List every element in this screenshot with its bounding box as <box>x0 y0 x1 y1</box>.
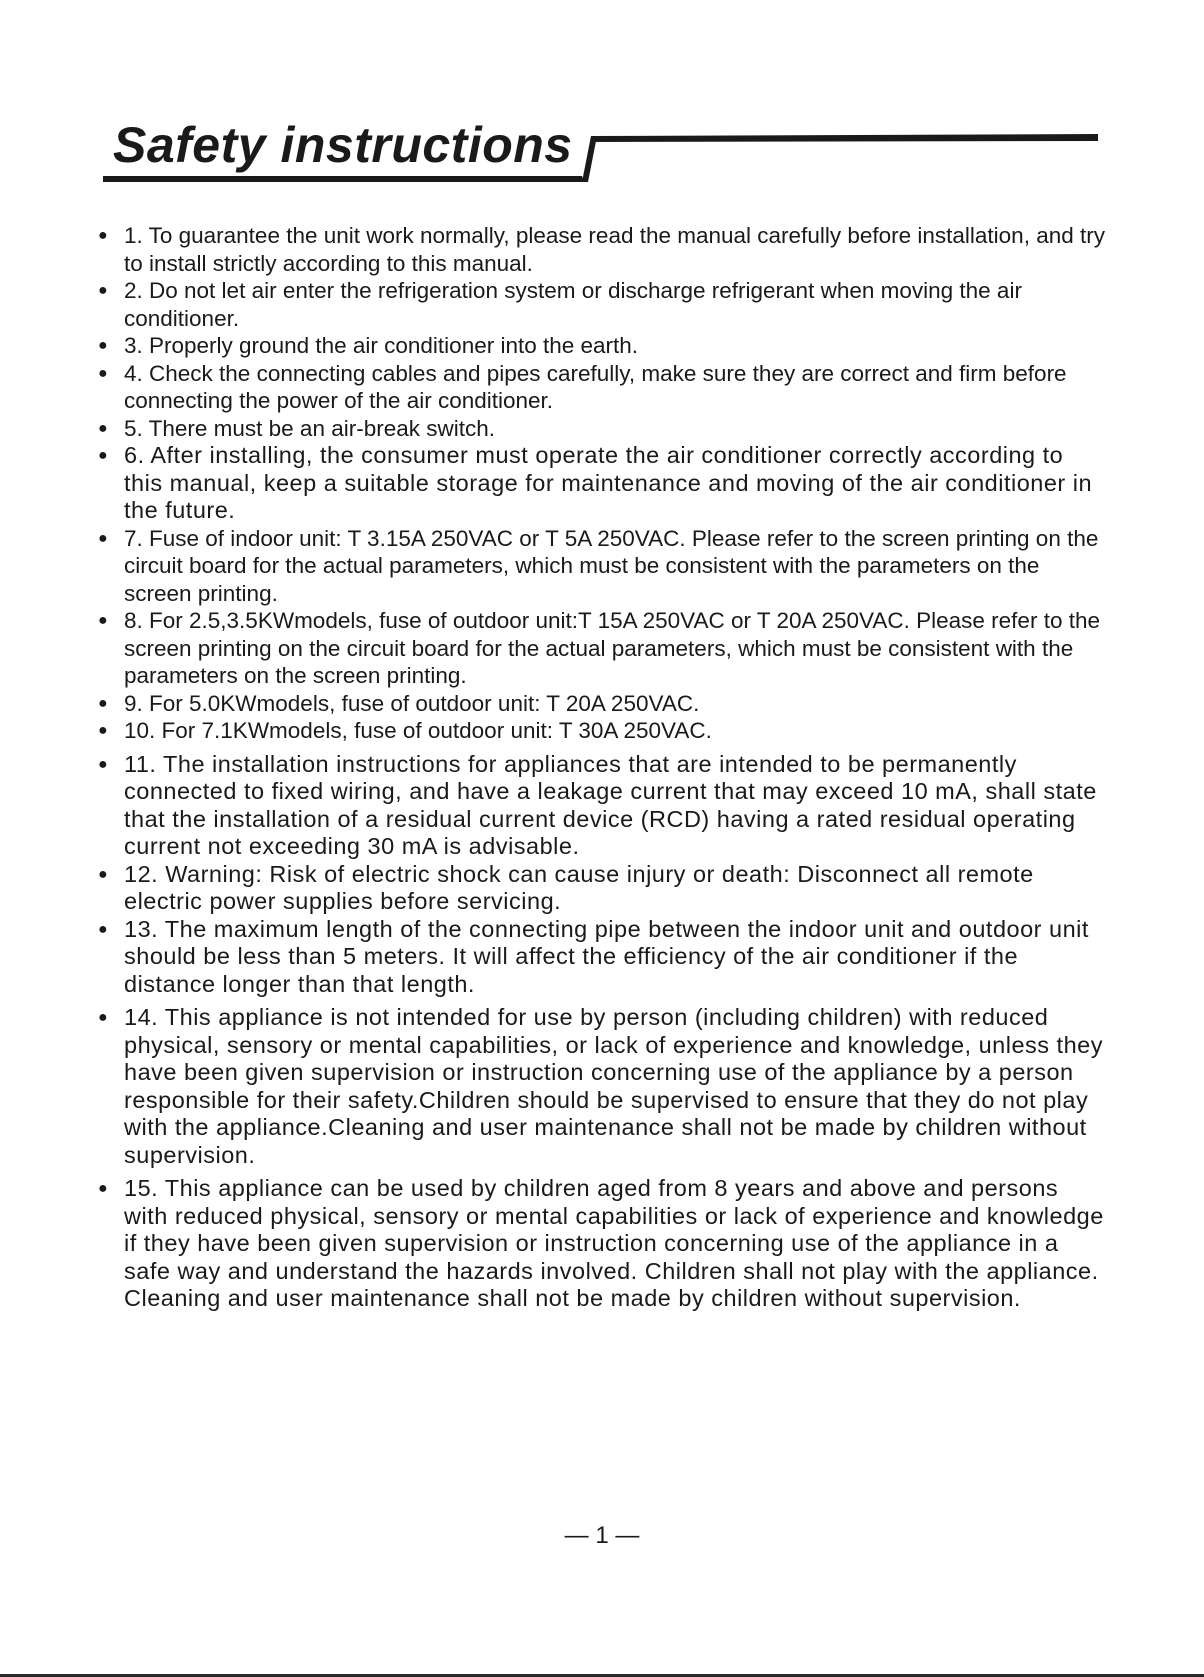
list-item <box>96 861 1106 916</box>
list-item-text: 9. For 5.0KWmodels, fuse of outdoor unit: T 20A 250VAC. <box>124 690 700 716</box>
list-item <box>96 415 1106 443</box>
page-title: Safety instructions <box>113 117 573 173</box>
list-item-text: 7. Fuse of indoor unit: T 3.15A 250VAC or T 5A 250VAC. Please refer to the screen printing on the circuit board for the actual parameters, which must be consistent with the parameters on the screen printing. <box>124 525 1099 606</box>
list-item-text: 15. This appliance can be used by children aged from 8 years and above and persons with reduced physical, sensory or mental capabilities or lack of experience and knowledge if they have been given supervision or instruction concerning use of the appliance in a safe way and understand the hazards involved. Children shall not play with the appliance. Cleaning and user maintenance shall not be made by children without supervision. <box>124 1175 1104 1311</box>
bullet-icon: ● <box>98 419 108 437</box>
list-item-text: 12. Warning: Risk of electric shock can cause injury or death: Disconnect all remote electric power supplies before servicing. <box>124 860 1034 914</box>
list-item <box>96 332 1106 360</box>
bullet-icon: ● <box>98 1180 109 1197</box>
section-header <box>0 0 1204 200</box>
list-item-text: 3. Properly ground the air conditioner into the earth. <box>124 333 639 358</box>
list-item <box>96 442 1106 525</box>
list-item <box>96 717 1106 745</box>
bullet-icon: ● <box>98 447 109 464</box>
list-item-text: 4. Check the connecting cables and pipes carefully, make sure they are correct and firm before connecting the power of the air conditioner. <box>124 360 1067 413</box>
list-item <box>96 1175 1106 1313</box>
list-item <box>96 1004 1106 1169</box>
list-item <box>96 751 1106 861</box>
safety-instruction-list <box>96 222 1106 1313</box>
list-item-text: 1. To guarantee the unit work normally, please read the manual carefully before installation, and try to install strictly according to this manual. <box>124 223 1105 276</box>
list-item <box>96 360 1106 415</box>
bullet-icon: ● <box>98 694 108 712</box>
bullet-icon: ● <box>98 227 108 244</box>
list-item <box>96 277 1106 332</box>
list-item-text: 2. Do not let air enter the refrigeration system or discharge refrigerant when moving the air conditioner. <box>124 278 1022 331</box>
list-item <box>96 916 1106 999</box>
list-item-text: 13. The maximum length of the connecting pipe between the indoor unit and outdoor unit should be less than 5 meters. It will affect the efficiency of the air conditioner if the distance longer than that length. <box>124 915 1089 997</box>
bullet-icon: ● <box>98 529 108 547</box>
list-item-text: 14. This appliance is not intended for use by person (including children) with reduced physical, sensory or mental capabilities, or lack of experience and knowledge, unless they have been given supervision or instruction concerning use of the appliance by a person responsible for their safety.Children should be supervised to ensure that they do not play with the appliance.Cleaning and user maintenance shall not be made by children without supervision. <box>124 1004 1103 1168</box>
list-item <box>96 525 1106 608</box>
bullet-icon: ● <box>98 612 108 629</box>
bullet-icon: ● <box>98 364 108 382</box>
bullet-icon: ● <box>98 920 109 938</box>
list-item-text: 6. After installing, the consumer must operate the air conditioner correctly according to this manual, keep a suitable storage for maintenance and moving of the air conditioner in the future. <box>124 442 1093 523</box>
bullet-icon: ● <box>98 282 108 299</box>
list-item <box>96 222 1106 277</box>
list-item-text: 11. The installation instructions for appliances that are intended to be permanently connected to fixed wiring, and have a leakage current that may exceed 10 mA, shall state that the installation of a residual current device (RCD) having a rated residual operating current not exceeding 30 mA is advisable. <box>124 750 1097 859</box>
bullet-icon: ● <box>98 337 108 354</box>
bullet-icon: ● <box>98 755 109 773</box>
list-item-text: 10. For 7.1KWmodels, fuse of outdoor unit: T 30A 250VAC. <box>124 718 712 743</box>
list-item <box>96 690 1106 718</box>
bullet-icon: ● <box>98 1009 109 1026</box>
list-item <box>96 607 1106 690</box>
bullet-icon: ● <box>98 722 108 739</box>
bullet-icon: ● <box>98 865 109 883</box>
list-item-text: 8. For 2.5,3.5KWmodels, fuse of outdoor unit:T 15A 250VAC or T 20A 250VAC. Please refer to the screen printing on the circuit board for the actual parameters, which must be consistent with the parameters on the screen printing. <box>124 608 1100 688</box>
list-item-text: 5. There must be an air-break switch. <box>124 415 495 441</box>
page-number: — 1 — <box>564 1522 640 1549</box>
